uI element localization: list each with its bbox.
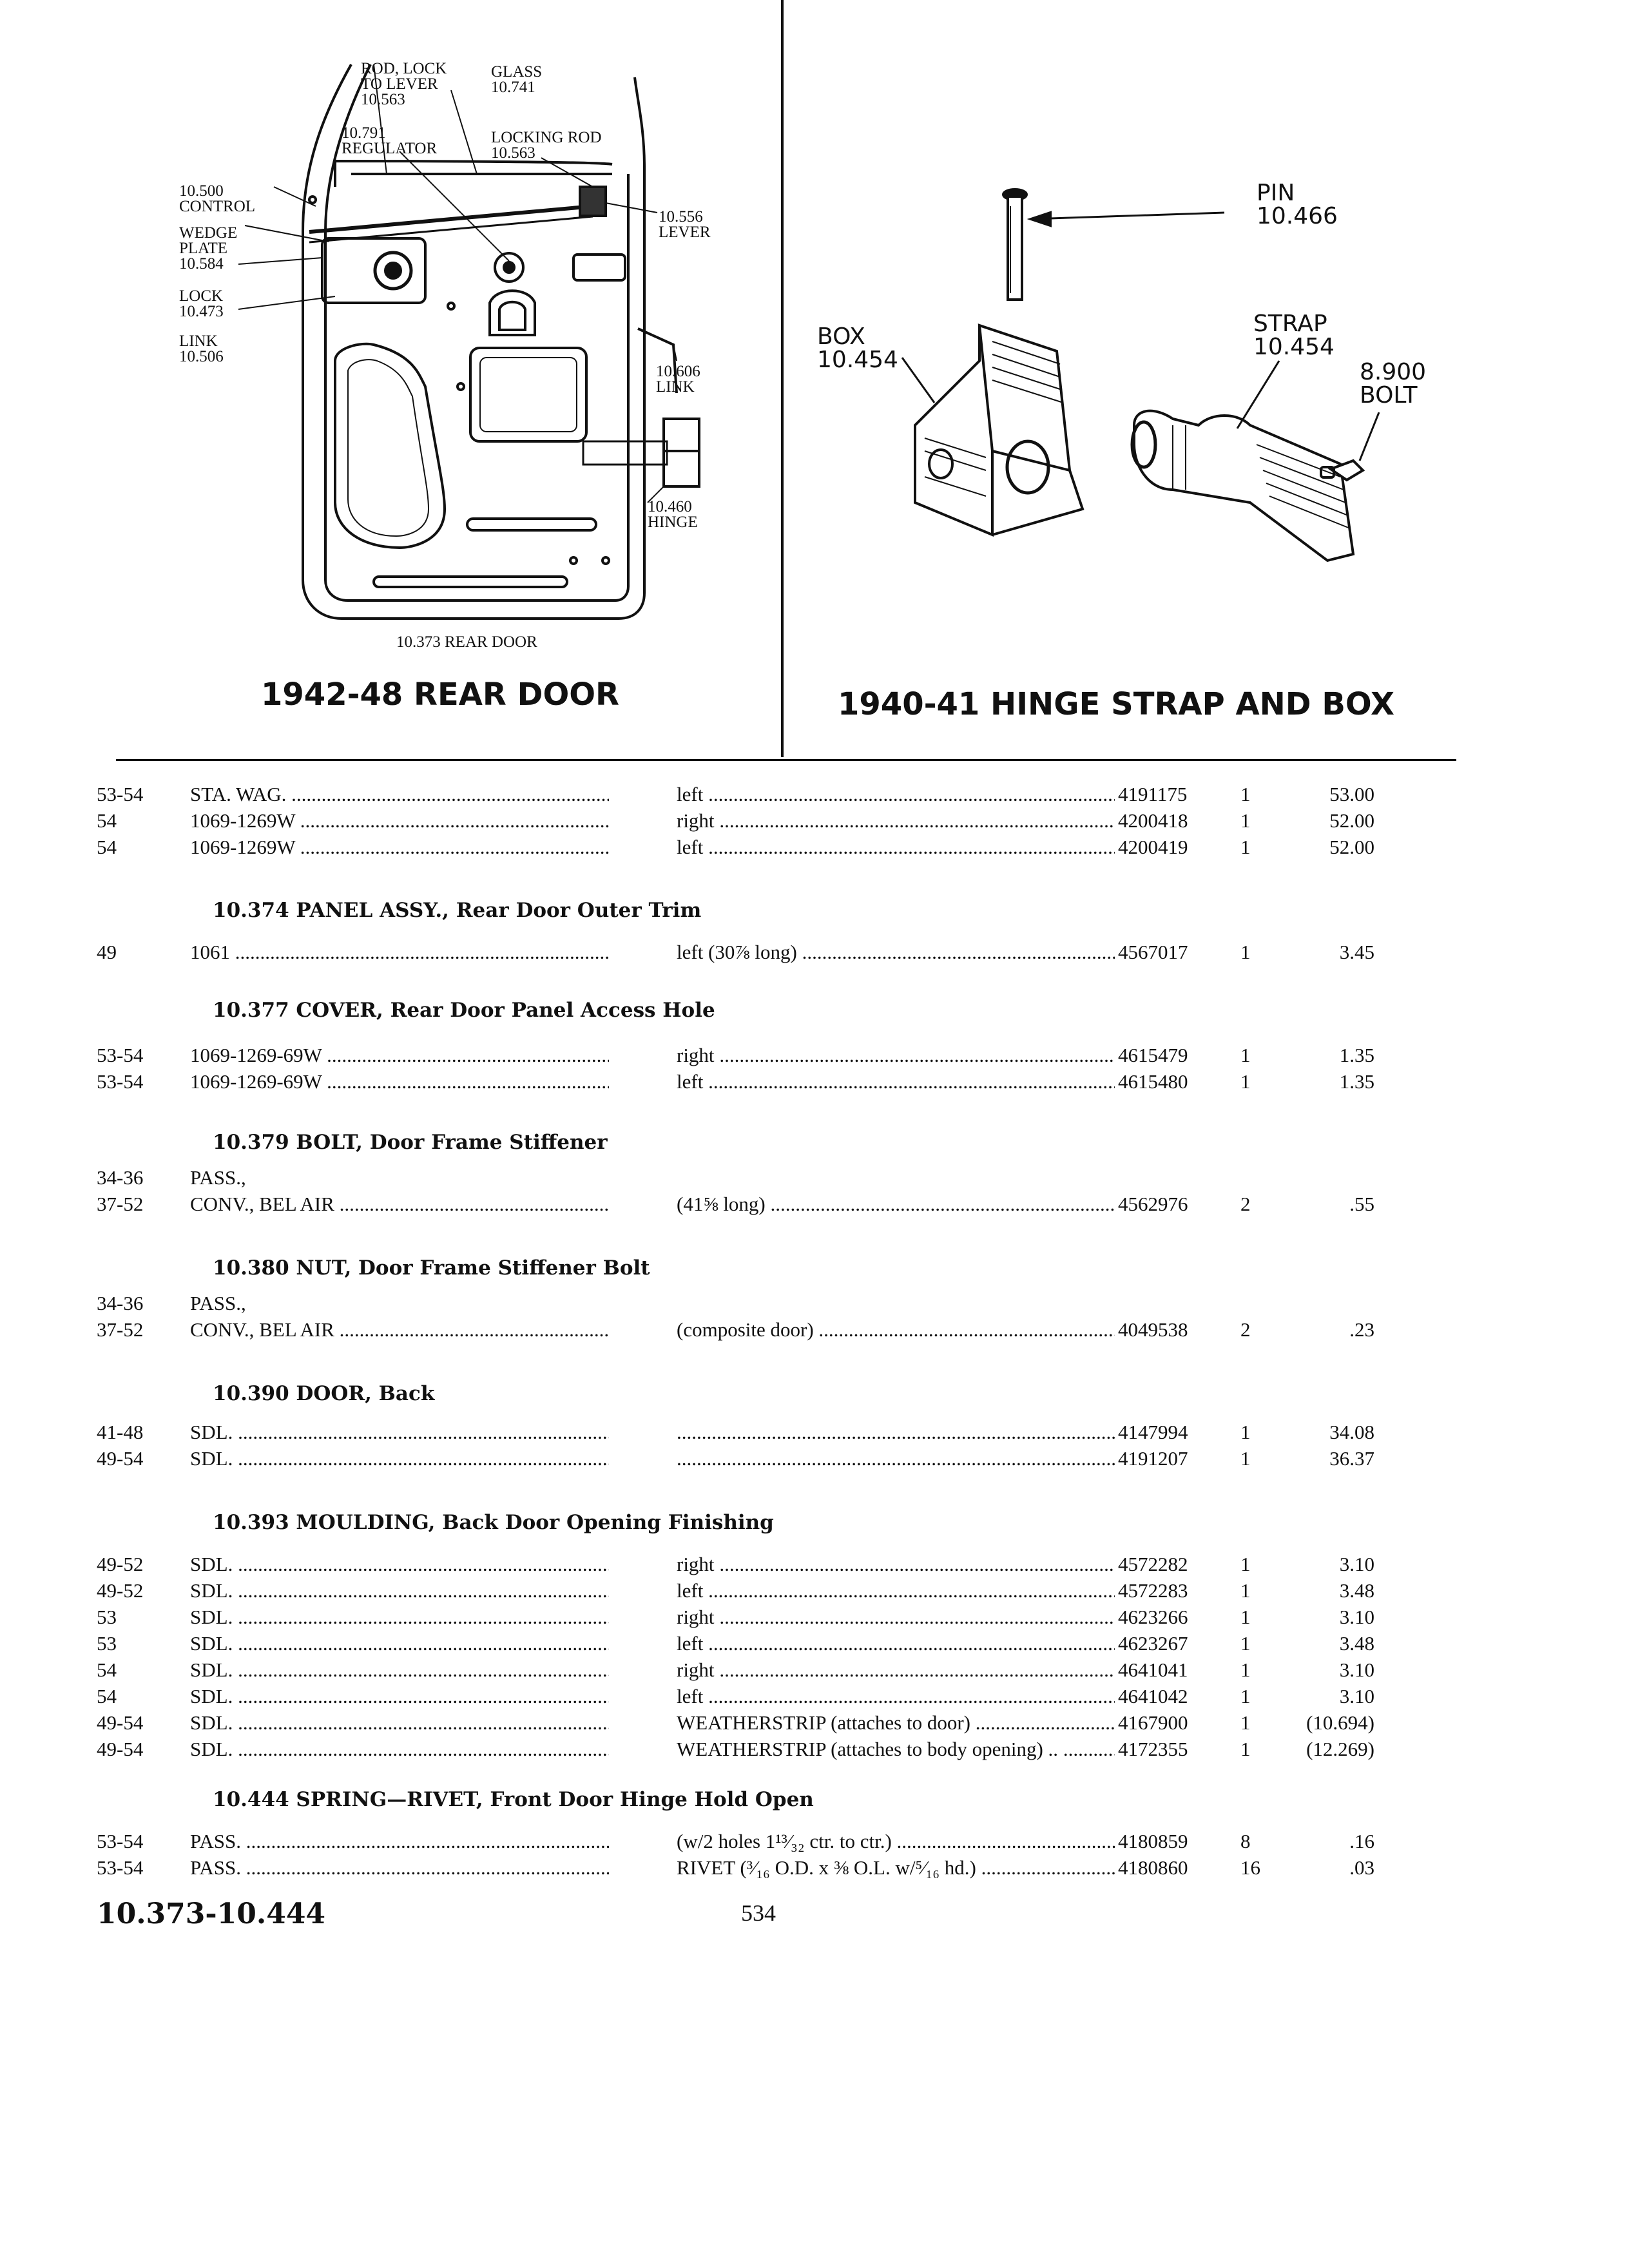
callout-hinge: 10.460 HINGE <box>648 498 698 531</box>
section-title: 10.377 COVER, Rear Door Panel Access Hole <box>213 999 715 1022</box>
cell-model: CONV., BEL AIR ..... <box>190 1318 609 1341</box>
cell-price: .55 <box>1349 1193 1374 1215</box>
cell-description: (w/2 holes 1¹³⁄₃₂ ctr. to ctr.) ..... <box>677 1830 1115 1853</box>
cell-year: 41-48 <box>97 1421 144 1443</box>
cell-quantity: 1 <box>1240 1738 1251 1760</box>
cell-price: 52.00 <box>1329 836 1374 858</box>
cell-part-number: 4167900 <box>1118 1711 1188 1734</box>
callout-strap: STRAP 10.454 <box>1253 311 1335 360</box>
callout-wedge-plate: WEDGE PLATE 10.584 <box>179 224 238 273</box>
cell-model: STA. WAG. ..... <box>190 783 609 806</box>
cell-year: 37-52 <box>97 1318 144 1341</box>
cell-model: 1069-1269W ..... <box>190 836 609 859</box>
table-row <box>0 783 1629 809</box>
cell-quantity: 2 <box>1240 1318 1251 1341</box>
cell-year: 34-36 <box>97 1166 144 1189</box>
rear-door-caption: 1942-48 REAR DOOR <box>261 677 620 713</box>
cell-price: 1.35 <box>1339 1070 1374 1093</box>
cell-model: PASS., <box>190 1166 246 1189</box>
cell-price: 53.00 <box>1329 783 1374 805</box>
hinge-figure <box>786 0 1624 709</box>
header-rule <box>116 759 1456 761</box>
cell-part-number: 4572283 <box>1118 1579 1188 1602</box>
section-title: 10.390 DOOR, Back <box>213 1382 435 1405</box>
table-row <box>0 1579 1629 1605</box>
cell-price: 3.45 <box>1339 941 1374 963</box>
cell-price: .03 <box>1349 1856 1374 1879</box>
cell-description <box>677 1447 1115 1470</box>
table-row <box>0 1830 1629 1856</box>
cell-year: 53-54 <box>97 1044 144 1066</box>
callout-bolt: 8.900 BOLT <box>1360 359 1427 408</box>
table-row <box>0 1856 1629 1882</box>
cell-price: .16 <box>1349 1830 1374 1852</box>
cell-model: 1069-1269-69W ..... <box>190 1070 609 1093</box>
cell-year: 49-52 <box>97 1553 144 1575</box>
callout-regulator: 10.791 REGULATOR <box>342 124 438 157</box>
cell-quantity: 1 <box>1240 1553 1251 1575</box>
cell-part-number: 4567017 <box>1118 941 1188 963</box>
callout-lock: LOCK 10.473 <box>179 287 224 320</box>
table-row <box>0 1606 1629 1631</box>
cell-price: 3.10 <box>1339 1685 1374 1707</box>
callout-link-606: 10.606 LINK <box>656 363 700 396</box>
cell-model: 1069-1269-69W ..... <box>190 1044 609 1067</box>
cell-part-number: 4615479 <box>1118 1044 1188 1066</box>
cell-quantity: 1 <box>1240 1070 1251 1093</box>
cell-year: 54 <box>97 1685 117 1707</box>
cell-description: (composite door) ..... <box>677 1318 1115 1341</box>
cell-part-number: 4180860 <box>1118 1856 1188 1879</box>
cell-model: SDL. ..... <box>190 1579 609 1602</box>
cell-part-number: 4623267 <box>1118 1632 1188 1655</box>
cell-year: 49-54 <box>97 1711 144 1734</box>
cell-model: SDL. ..... <box>190 1685 609 1708</box>
cell-description: right ..... <box>677 809 1115 832</box>
cell-year: 53-54 <box>97 1856 144 1879</box>
cell-description: right ..... <box>677 1606 1115 1629</box>
cell-price: 52.00 <box>1329 809 1374 832</box>
section-title: 10.444 SPRING—RIVET, Front Door Hinge Hold Open <box>213 1788 814 1811</box>
cell-year: 49-54 <box>97 1447 144 1470</box>
cell-year: 37-52 <box>97 1193 144 1215</box>
cell-part-number: 4147994 <box>1118 1421 1188 1443</box>
callout-rod-lock-to-lever: ROD, LOCK TO LEVER 10.563 <box>361 60 447 108</box>
cell-year: 54 <box>97 1658 117 1681</box>
cell-price: 1.35 <box>1339 1044 1374 1066</box>
cell-price: (10.694) <box>1306 1711 1374 1734</box>
cell-quantity: 1 <box>1240 1447 1251 1470</box>
cell-quantity: 1 <box>1240 1044 1251 1066</box>
cell-year: 49-54 <box>97 1738 144 1760</box>
callout-link: LINK 10.506 <box>179 332 224 365</box>
cell-price: 3.48 <box>1339 1632 1374 1655</box>
cell-part-number: 4191207 <box>1118 1447 1188 1470</box>
callout-locking-rod: LOCKING ROD 10.563 <box>491 129 602 162</box>
cell-price: 36.37 <box>1329 1447 1374 1470</box>
cell-description: right ..... <box>677 1044 1115 1067</box>
cell-model: PASS., <box>190 1292 246 1314</box>
cell-description: WEATHERSTRIP (attaches to body opening) .. ..... <box>677 1738 1115 1761</box>
cell-year: 53-54 <box>97 1070 144 1093</box>
cell-description: left ..... <box>677 1579 1115 1602</box>
cell-description: (41⅝ long) ..... <box>677 1193 1115 1216</box>
cell-year: 49-52 <box>97 1579 144 1602</box>
cell-description <box>677 1421 1115 1444</box>
table-row <box>0 1421 1629 1446</box>
cell-description: left ..... <box>677 836 1115 859</box>
table-row <box>0 1711 1629 1737</box>
cell-description: right ..... <box>677 1658 1115 1682</box>
cell-quantity: 2 <box>1240 1193 1251 1215</box>
cell-part-number: 4562976 <box>1118 1193 1188 1215</box>
rear-door-bottom-label: 10.373 REAR DOOR <box>396 633 537 651</box>
section-title: 10.393 MOULDING, Back Door Opening Finishing <box>213 1511 774 1534</box>
cell-part-number: 4623266 <box>1118 1606 1188 1628</box>
cell-year: 54 <box>97 809 117 832</box>
cell-model: PASS. ..... <box>190 1830 609 1853</box>
cell-part-number: 4200419 <box>1118 836 1188 858</box>
table-row <box>0 941 1629 966</box>
cell-quantity: 1 <box>1240 836 1251 858</box>
section-title: 10.380 NUT, Door Frame Stiffener Bolt <box>213 1256 650 1280</box>
table-row <box>0 836 1629 861</box>
cell-description: left (30⅞ long) ..... <box>677 941 1115 964</box>
cell-part-number: 4641042 <box>1118 1685 1188 1707</box>
cell-model: SDL. ..... <box>190 1632 609 1655</box>
cell-part-number: 4641041 <box>1118 1658 1188 1681</box>
callout-lever: 10.556 LEVER <box>659 208 711 241</box>
cell-price: 3.10 <box>1339 1553 1374 1575</box>
cell-model: SDL. ..... <box>190 1553 609 1576</box>
cell-model: CONV., BEL AIR ..... <box>190 1193 609 1216</box>
cell-part-number: 4049538 <box>1118 1318 1188 1341</box>
callout-glass: GLASS 10.741 <box>491 63 543 96</box>
cell-year: 53-54 <box>97 783 144 805</box>
section-title: 10.374 PANEL ASSY., Rear Door Outer Trim <box>213 899 702 922</box>
table-row <box>0 1658 1629 1684</box>
cell-quantity: 1 <box>1240 1632 1251 1655</box>
cell-quantity: 16 <box>1240 1856 1260 1879</box>
cell-description: RIVET (³⁄₁₆ O.D. x ⅜ O.L. w/⁵⁄₁₆ hd.) ..... <box>677 1856 1115 1879</box>
cell-quantity: 1 <box>1240 1711 1251 1734</box>
table-row <box>0 1318 1629 1344</box>
cell-model: 1061 ..... <box>190 941 609 964</box>
cell-model: 1069-1269W ..... <box>190 809 609 832</box>
cell-quantity: 8 <box>1240 1830 1251 1852</box>
cell-price: .23 <box>1349 1318 1374 1341</box>
table-row <box>0 1738 1629 1763</box>
cell-model: SDL. ..... <box>190 1658 609 1682</box>
cell-part-number: 4615480 <box>1118 1070 1188 1093</box>
cell-part-number: 4200418 <box>1118 809 1188 832</box>
section-title: 10.379 BOLT, Door Frame Stiffener <box>213 1131 608 1154</box>
cell-quantity: 1 <box>1240 809 1251 832</box>
cell-description: left ..... <box>677 1070 1115 1093</box>
cell-part-number: 4180859 <box>1118 1830 1188 1852</box>
cell-quantity: 1 <box>1240 941 1251 963</box>
cell-quantity: 1 <box>1240 1685 1251 1707</box>
table-row <box>0 1553 1629 1579</box>
callout-control: 10.500 CONTROL <box>179 182 256 215</box>
cell-year: 53 <box>97 1606 117 1628</box>
cell-part-number: 4572282 <box>1118 1553 1188 1575</box>
table-row <box>0 1632 1629 1658</box>
hinge-illustration <box>786 0 1624 709</box>
table-row <box>0 809 1629 835</box>
cell-price: 34.08 <box>1329 1421 1374 1443</box>
cell-quantity: 1 <box>1240 783 1251 805</box>
cell-description: right ..... <box>677 1553 1115 1576</box>
cell-description: left ..... <box>677 1685 1115 1708</box>
cell-quantity: 1 <box>1240 1579 1251 1602</box>
cell-model: SDL. ..... <box>190 1447 609 1470</box>
cell-price: 3.48 <box>1339 1579 1374 1602</box>
callout-pin: PIN 10.466 <box>1257 180 1338 229</box>
callout-box: BOX 10.454 <box>817 323 898 373</box>
cell-description: left ..... <box>677 1632 1115 1655</box>
cell-part-number: 4172355 <box>1118 1738 1188 1760</box>
cell-year: 49 <box>97 941 117 963</box>
cell-model: SDL. ..... <box>190 1738 609 1761</box>
cell-year: 54 <box>97 836 117 858</box>
cell-model: SDL. ..... <box>190 1606 609 1629</box>
cell-quantity: 1 <box>1240 1606 1251 1628</box>
cell-price: (12.269) <box>1306 1738 1374 1760</box>
table-row <box>0 1193 1629 1218</box>
cell-description: WEATHERSTRIP (attaches to door) ..... <box>677 1711 1115 1735</box>
table-row <box>0 1070 1629 1096</box>
cell-model: SDL. ..... <box>190 1711 609 1735</box>
table-row <box>0 1044 1629 1070</box>
table-row <box>0 1292 1629 1318</box>
cell-model: SDL. ..... <box>190 1421 609 1444</box>
cell-year: 53 <box>97 1632 117 1655</box>
cell-price: 3.10 <box>1339 1658 1374 1681</box>
page-range: 10.373-10.444 <box>97 1898 326 1930</box>
page-number: 534 <box>741 1900 776 1926</box>
cell-part-number: 4191175 <box>1118 783 1188 805</box>
cell-description: left ..... <box>677 783 1115 806</box>
cell-year: 53-54 <box>97 1830 144 1852</box>
table-row <box>0 1685 1629 1711</box>
table-row <box>0 1166 1629 1192</box>
table-row <box>0 1447 1629 1473</box>
hinge-caption: 1940-41 HINGE STRAP AND BOX <box>838 686 1394 722</box>
cell-price: 3.10 <box>1339 1606 1374 1628</box>
figure-divider <box>781 0 784 757</box>
cell-quantity: 1 <box>1240 1658 1251 1681</box>
cell-year: 34-36 <box>97 1292 144 1314</box>
cell-model: PASS. ..... <box>190 1856 609 1879</box>
cell-quantity: 1 <box>1240 1421 1251 1443</box>
